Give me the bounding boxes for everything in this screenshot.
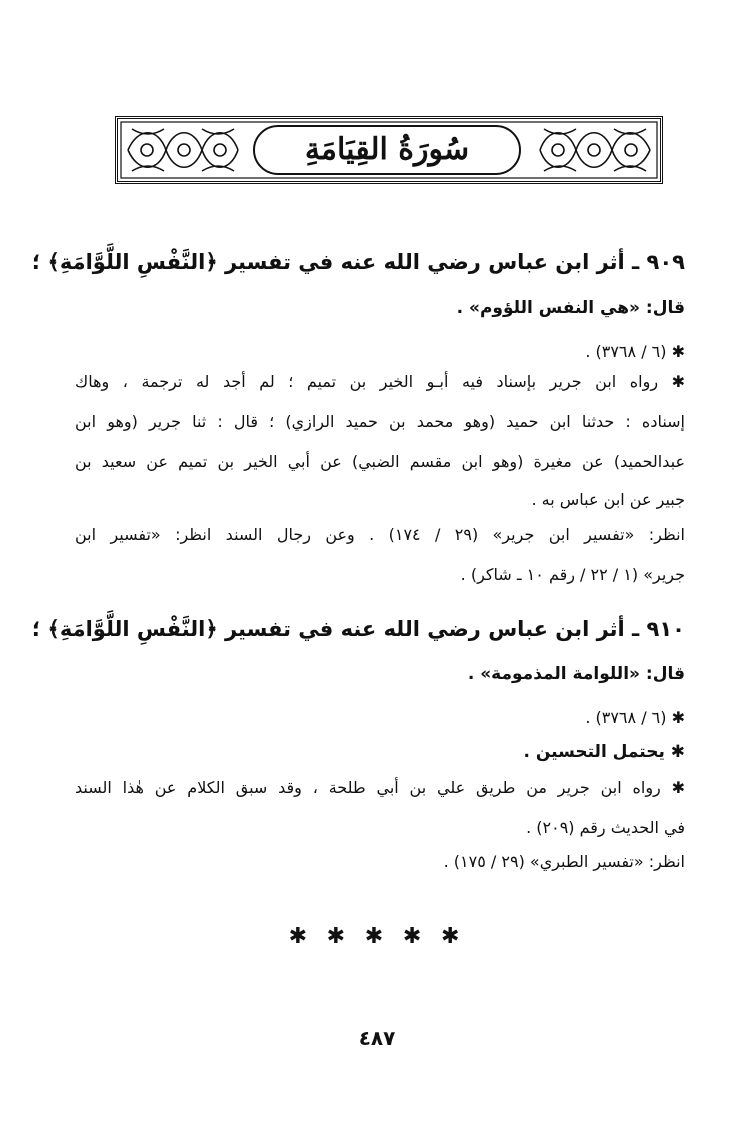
entry-910-para1-line1: ✱ رواه ابن جرير من طريق علي بن أبي طلحة ، وقد سبق الكلام عن هٰذا السند — [75, 778, 685, 797]
entry-909-para1-line2: إسناده : حدثنا ابن حميد (وهو محمد بن حميد الرازي) ؛ قال : ثنا جرير (وهو ابن — [75, 412, 685, 431]
entry-909-heading: ٩٠٩ ـ أثر ابن عباس رضي الله عنه في تفسير ﴿النَّفْسِ اللَّوَّامَةِ﴾ ؛ — [31, 250, 685, 274]
section-separator-stars: ✱ ✱ ✱ ✱ ✱ — [288, 924, 466, 949]
surah-title: سُورَةُ القِيَامَةِ — [304, 132, 470, 167]
entry-909-para1-line1: ✱ رواه ابن جرير بإسناد فيه أبـو الخير بن تميم ؛ لم أجد له ترجمة ، وهاك — [75, 372, 685, 391]
entry-910-para1-line2: في الحديث رقم (٢٠٩) . — [526, 818, 685, 837]
entry-910-qaal: قال: «اللوامة المذمومة» . — [467, 664, 685, 684]
entry-910-para2: انظر: «تفسير الطبري» (٢٩ / ١٧٥) . — [443, 852, 685, 871]
entry-909-para1-line4: جبير عن ابن عباس به . — [531, 490, 685, 509]
entry-909-para1-line3: عبدالحميد) عن مغيرة (وهو ابن مقسم الضبي) عن أبي الخير بن تميم عن سعيد بن — [75, 452, 685, 471]
entry-910-grade: ✱ يحتمل التحسين . — [523, 742, 685, 762]
surah-header-frame — [115, 116, 663, 184]
entry-909-qaal: قال: «هي النفس اللؤوم» . — [456, 298, 685, 318]
page-number: ٤٨٧ — [358, 1026, 396, 1050]
entry-910-heading: ٩١٠ ـ أثر ابن عباس رضي الله عنه في تفسير ﴿النَّفْسِ اللَّوَّامَةِ﴾ ؛ — [31, 617, 685, 641]
entry-910-reference: ✱ (٦ / ٣٧٦٨) . — [585, 708, 685, 727]
surah-title-cartouche — [253, 125, 521, 175]
entry-909-para2-line2: جرير» (١ / ٢٢ / رقم ١٠ ـ شاكر) . — [460, 565, 685, 584]
entry-909-reference: ✱ (٦ / ٣٧٦٨) . — [585, 342, 685, 361]
entry-909-para2-line1: انظر: «تفسير ابن جرير» (٢٩ / ١٧٤) . وعن رجال السند انظر: «تفسير ابن — [75, 525, 686, 544]
